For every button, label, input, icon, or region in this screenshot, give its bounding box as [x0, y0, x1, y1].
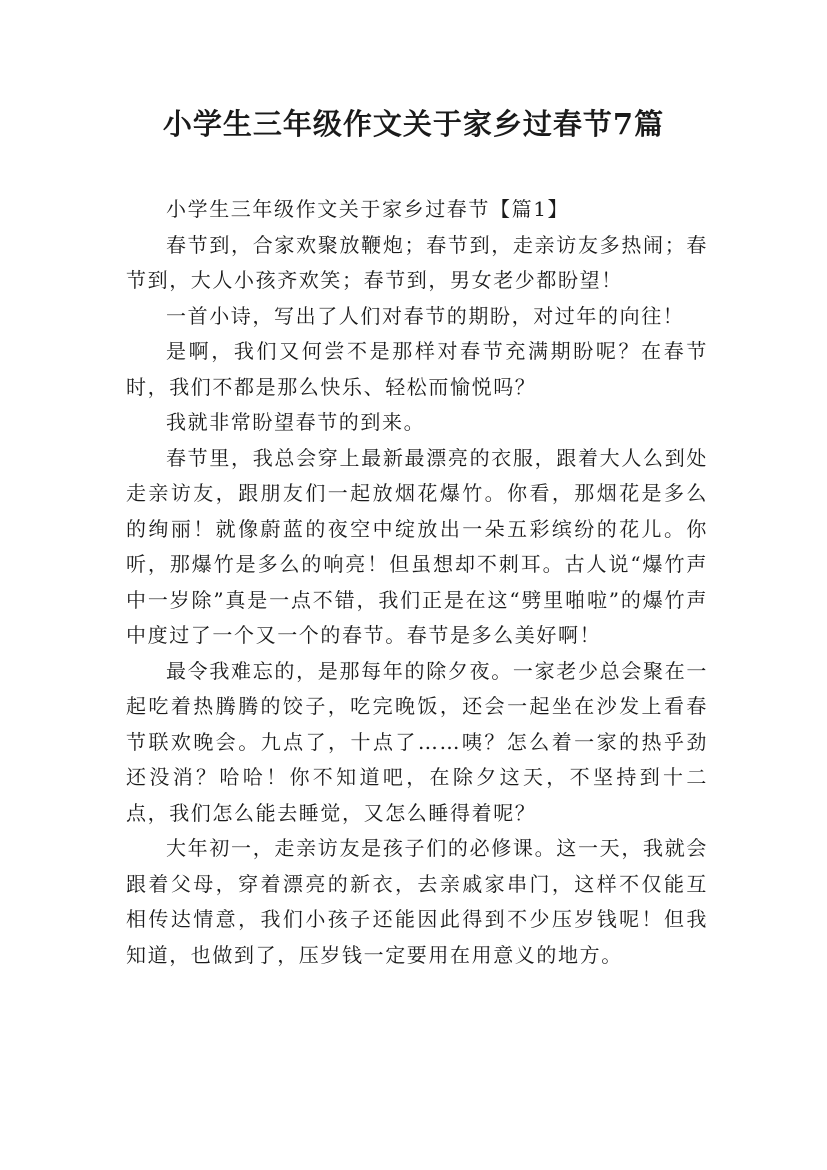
- paragraph-6: 最令我难忘的，是那每年的除夕夜。一家老少总会聚在一起吃着热腾腾的饺子，吃完晚饭，还会一起坐在沙发上看春节联欢晚会。九点了，十点了……咦？怎么着一家的热乎劲还没消？哈哈！你不知道吧，在除夕这天，不坚持到十二点，我们怎么能去睡觉，又怎么睡得着呢？: [126, 658, 708, 825]
- document-title: 小学生三年级作文关于家乡过春节7篇: [162, 107, 665, 141]
- paragraph-5: 春节里，我总会穿上最新最漂亮的衣服，跟着大人么到处走亲访友，跟朋友们一起放烟花爆竹。你看，那烟花是多么的绚丽！就像蔚蓝的夜空中绽放出一朵五彩缤纷的花儿。你听，那爆竹是多么的响亮！但虽想却不刺耳。古人说“爆竹声中一岁除”真是一点不错，我们正是在这“劈里啪啦”的爆竹声中度过了一个又一个的春节。春节是多么美好啊！: [126, 445, 708, 647]
- section-heading: 小学生三年级作文关于家乡过春节【篇1】: [166, 197, 570, 221]
- paragraph-3: 是啊，我们又何尝不是那样对春节充满期盼呢？在春节时，我们不都是那么快乐、轻松而愉悦吗？: [126, 339, 708, 399]
- paragraph-1: 春节到，合家欢聚放鞭炮；春节到，走亲访友多热闹；春节到，大人小孩齐欢笑；春节到，男女老少都盼望！: [126, 232, 708, 292]
- paragraph-7: 大年初一，走亲访友是孩子们的必修课。这一天，我就会跟着父母，穿着漂亮的新衣，去亲戚家串门，这样不仅能互相传达情意，我们小孩子还能因此得到不少压岁钱呢！但我知道，也做到了，压岁钱一定要用在用意义的地方。: [126, 836, 708, 967]
- paragraph-2: 一首小诗，写出了人们对春节的期盼，对过年的向往！: [166, 303, 685, 328]
- paragraph-4: 我就非常盼望春节的到来。: [166, 410, 426, 434]
- document-body: [126, 192, 708, 973]
